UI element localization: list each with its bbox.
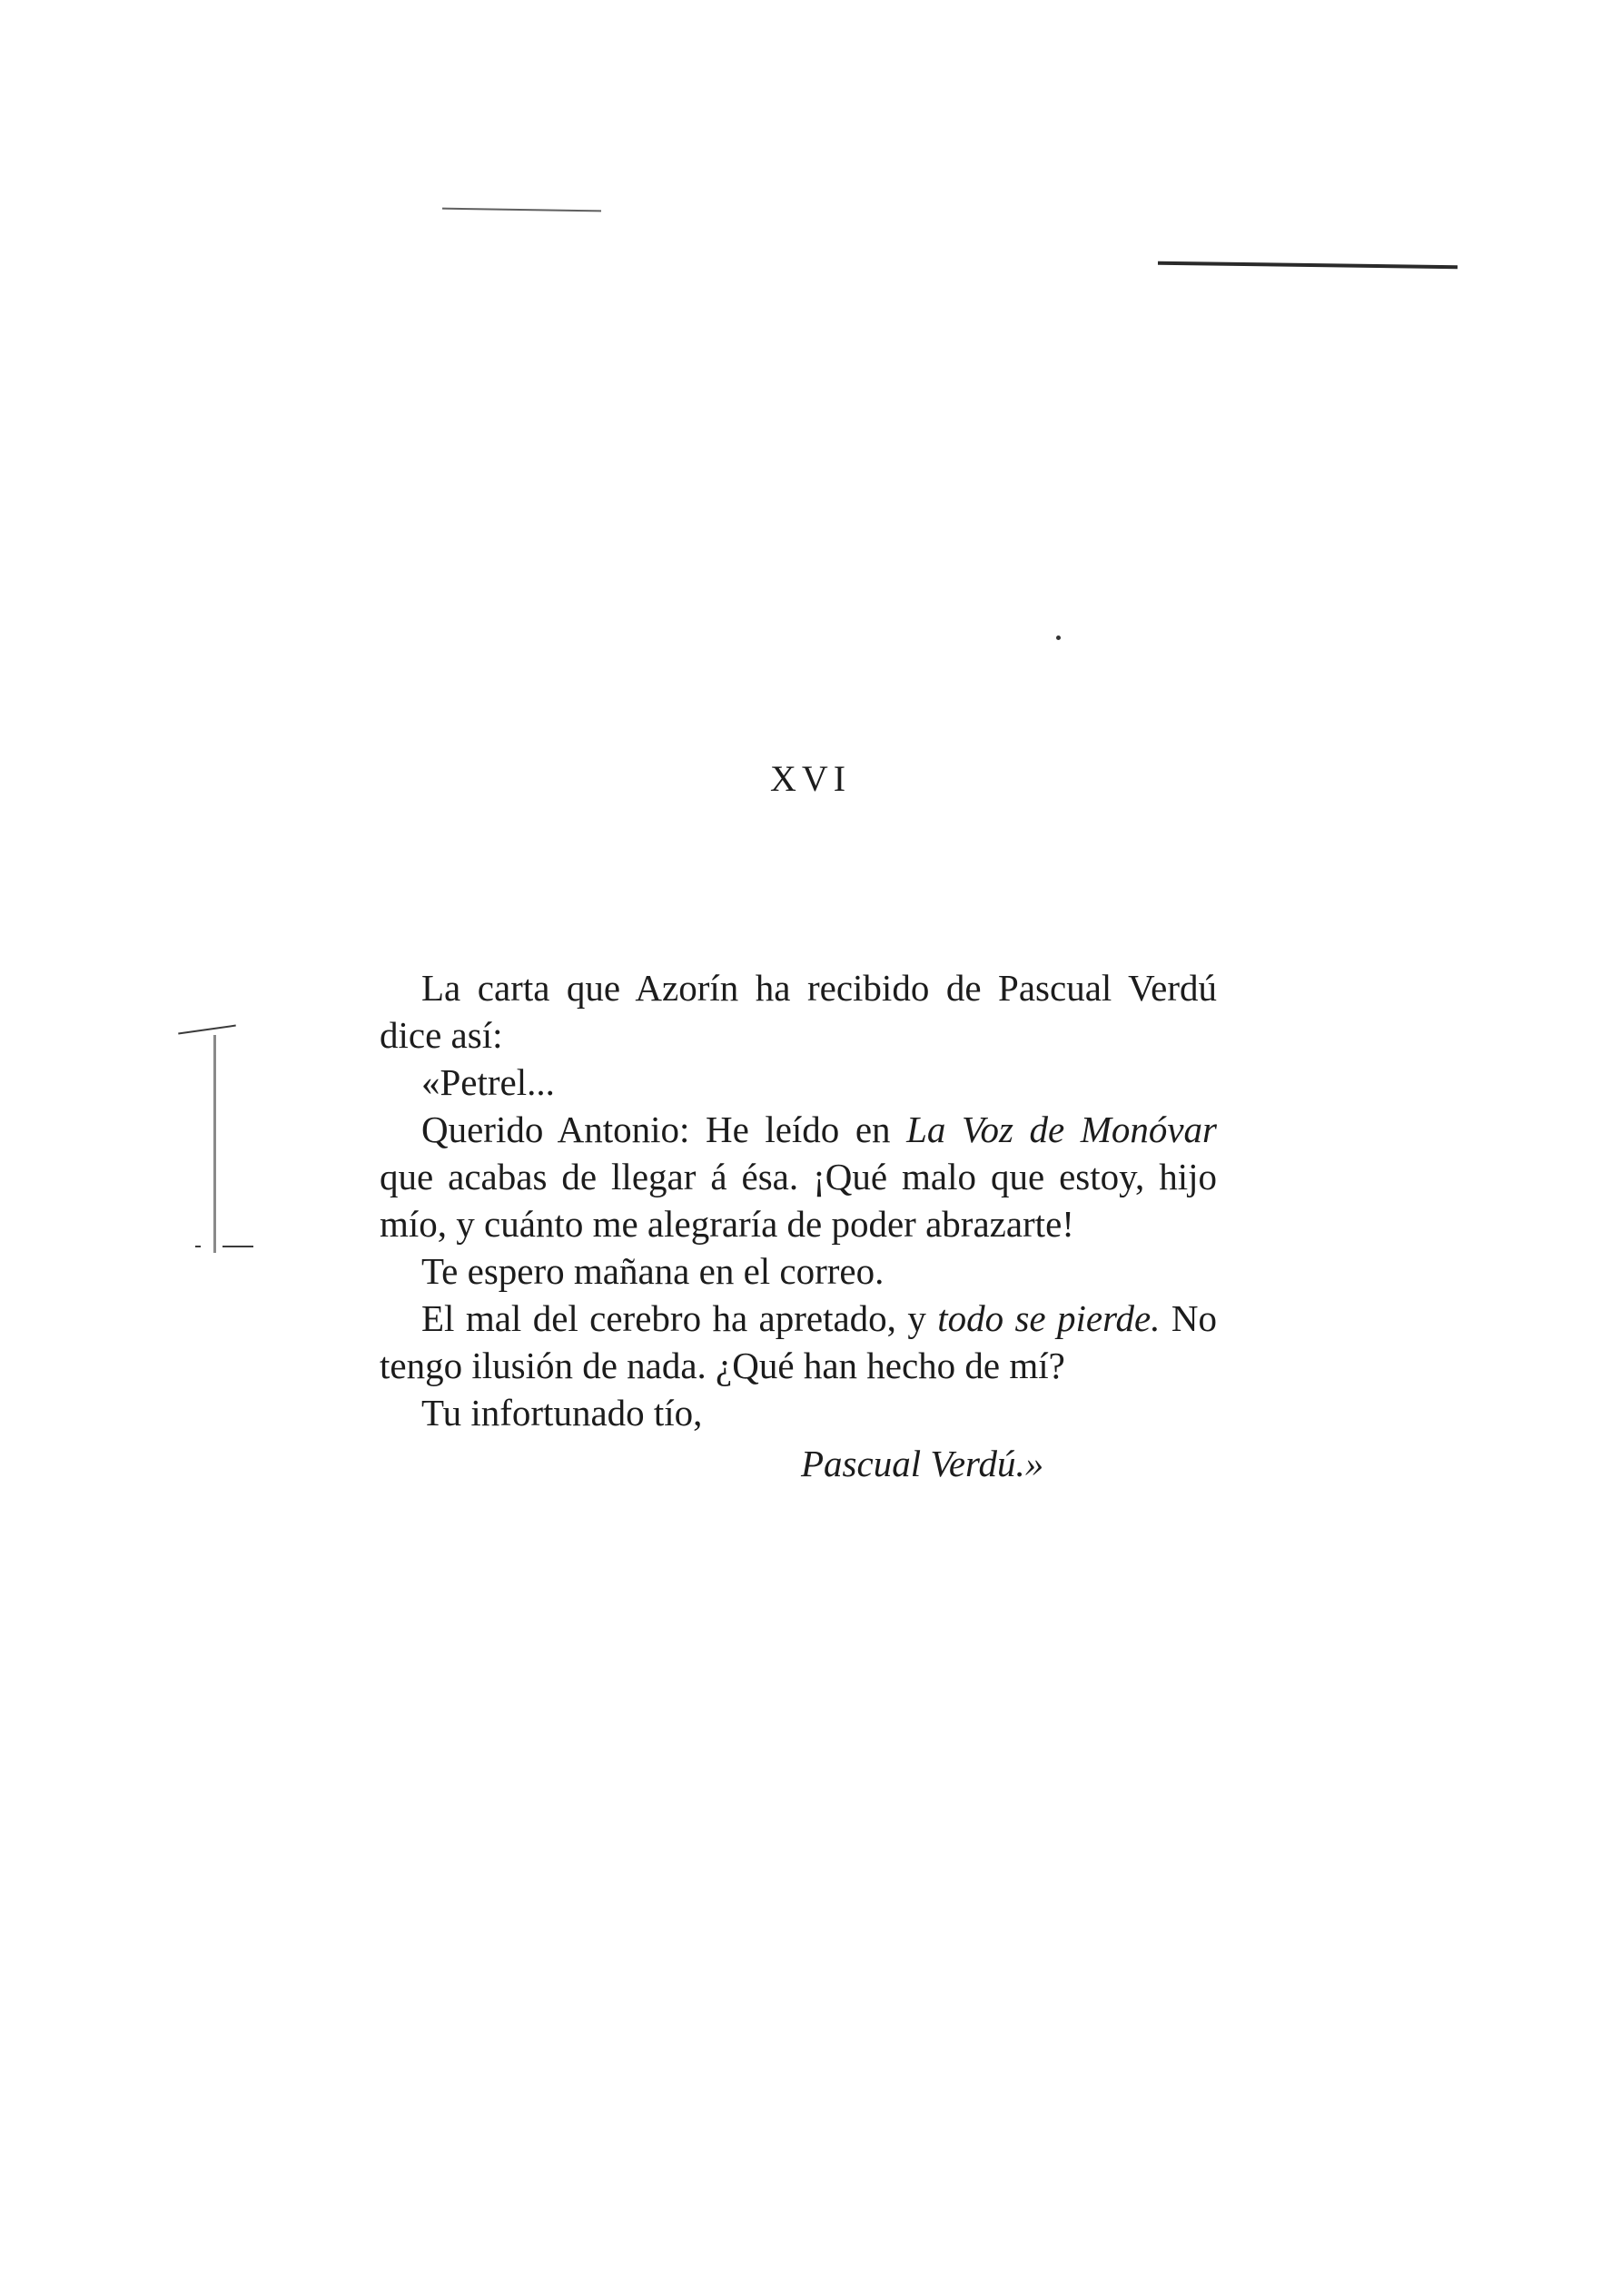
margin-mark xyxy=(195,1246,201,1247)
margin-mark xyxy=(213,1035,216,1253)
paragraph-text: No tengo ilusión de nada. ¿Qué han hecho de mí? xyxy=(380,1297,1217,1386)
margin-mark xyxy=(222,1246,253,1247)
paragraph-text: El mal del cerebro ha apretado, y xyxy=(421,1297,938,1339)
newspaper-title: La Voz de Monóvar xyxy=(906,1109,1217,1150)
italic-phrase: todo se pierde. xyxy=(937,1297,1161,1339)
letter-paragraph: Te espero mañana en el correo. xyxy=(421,1250,885,1292)
top-left-rule xyxy=(442,208,601,212)
top-right-rule xyxy=(1158,261,1458,270)
letter-text xyxy=(380,964,1217,1487)
chapter-heading: XVI xyxy=(769,758,852,799)
letter-place: «Petrel... xyxy=(421,1061,555,1103)
paragraph-text: que acabas de llegar á ésa. ¡Qué malo que estoy, hijo mío, y cuánto me alegraría de poder abrazarte! xyxy=(380,1156,1217,1245)
signature-text: Pascual Verdú.» xyxy=(801,1443,1044,1484)
intro-paragraph: La carta que Azorín ha recibido de Pascual Verdú dice así: xyxy=(380,967,1217,1056)
ink-speck xyxy=(1056,636,1061,640)
margin-mark xyxy=(178,1025,236,1035)
letter-signature xyxy=(380,1440,1217,1487)
paragraph-text: Querido Antonio: He leído en xyxy=(421,1109,907,1150)
letter-paragraph xyxy=(380,1295,1217,1389)
letter-paragraph xyxy=(380,1106,1217,1247)
letter-closing: Tu infortunado tío, xyxy=(421,1392,703,1434)
